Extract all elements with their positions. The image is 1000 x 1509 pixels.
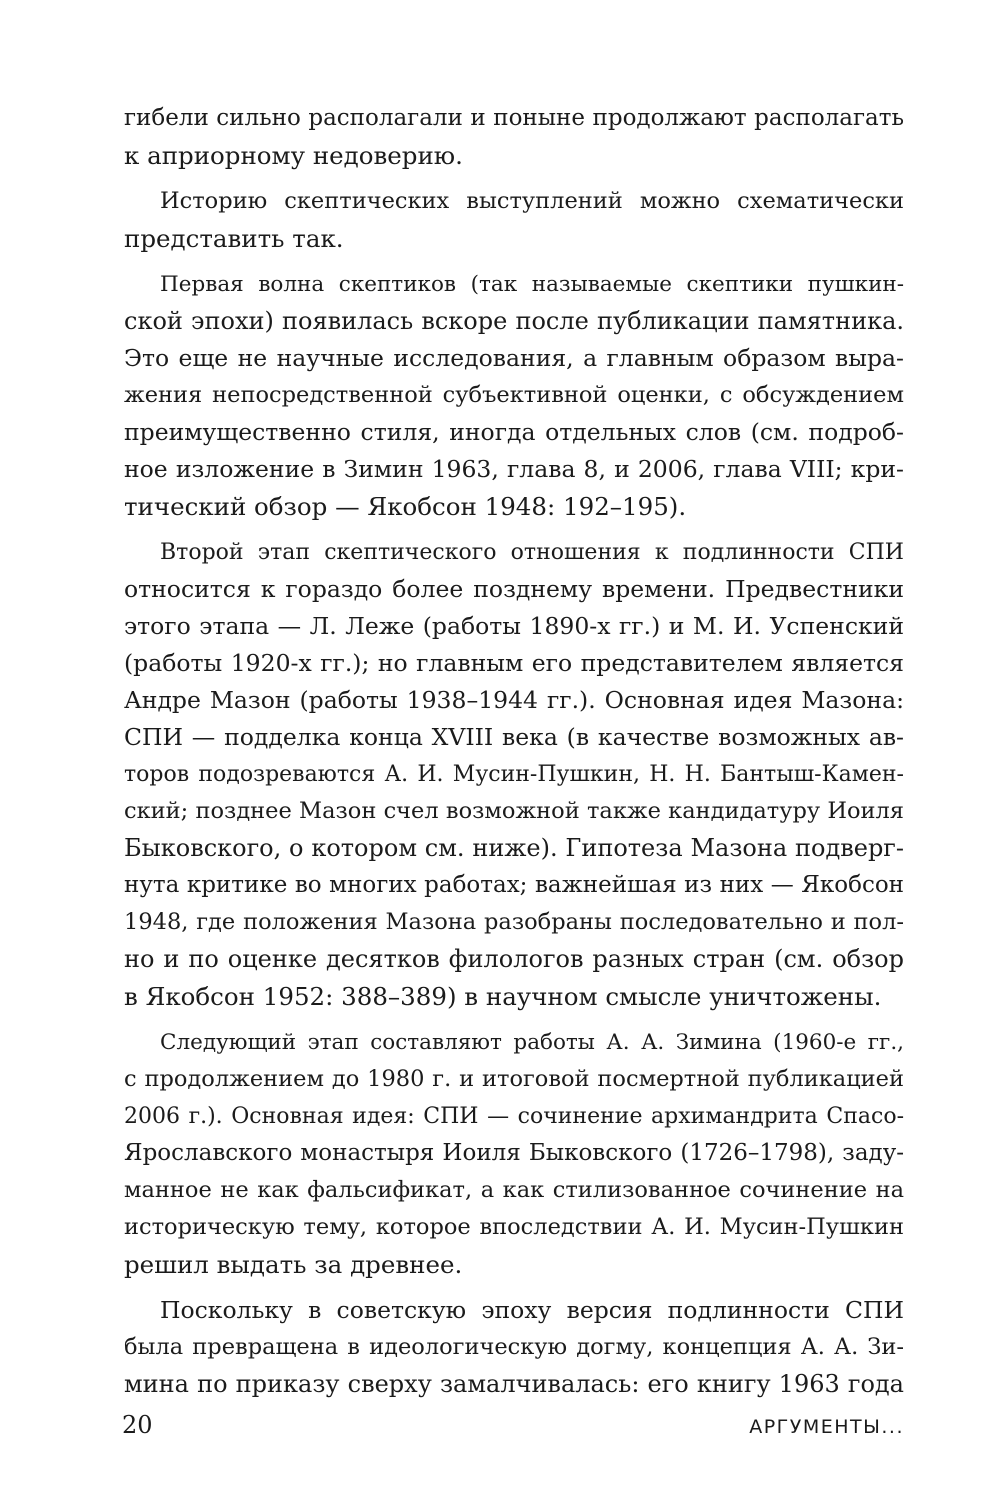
text-line: Быковского, о котором см. ниже). Гипотеза Мазона подверг-	[124, 834, 904, 862]
paragraph-4	[124, 534, 904, 1015]
text-line: была превращена в идеологическую догму, концепция А. А. Зи-	[124, 1334, 904, 1360]
text-line: Следующий этап составляют работы А. А. Зимина (1960-е гг.,	[160, 1030, 904, 1055]
text-line: мина по приказу сверху замалчивалась: его книгу 1963 года	[124, 1370, 904, 1398]
running-title: АРГУМЕНТЫ...	[749, 1416, 904, 1438]
text-line: преимущественно стиля, иногда отдельных слов (см. подроб-	[124, 418, 904, 446]
paragraph-2	[124, 183, 904, 257]
text-line: Андре Мазон (работы 1938–1944 гг.). Основная идея Мазона:	[124, 686, 904, 714]
text-line: манное не как фальсификат, а как стилизованное сочинение на	[124, 1177, 904, 1203]
text-line: но и по оценке десятков филологов разных стран (см. обзор	[124, 945, 904, 973]
text-line: СПИ — подделка конца XVIII века (в качестве возможных ав-	[124, 723, 904, 751]
text-line: торов подозреваются А. И. Мусин-Пушкин, Н. Н. Бантыш-Камен-	[124, 762, 904, 787]
text-line: к априорному недоверию.	[124, 141, 463, 170]
body-text	[124, 100, 904, 1403]
text-line: этого этапа — Л. Леже (работы 1890-х гг.) и М. И. Успенский	[124, 612, 904, 640]
paragraph-1	[124, 100, 904, 174]
paragraph-3	[124, 266, 904, 525]
text-line: (работы 1920-х гг.); но главным его представителем является	[124, 649, 904, 677]
text-line: 2006 г.). Основная идея: СПИ — сочинение архимандрита Спасо-	[124, 1104, 904, 1129]
text-line: Поскольку в советскую эпоху версия подлинности СПИ	[160, 1296, 904, 1324]
text-line: 1948, где положения Мазона разобраны последовательно и пол-	[124, 909, 904, 935]
text-line: Второй этап скептического отношения к подлинности СПИ	[160, 540, 904, 565]
text-line: с продолжением до 1980 г. и итоговой посмертной публикацией	[124, 1066, 904, 1092]
text-line: тический обзор — Якобсон 1948: 192–195).	[124, 492, 687, 521]
text-line: нута критике во многих работах; важнейшая из них — Якобсон	[124, 872, 904, 898]
text-line: ский; позднее Мазон счел возможной также кандидатуру Иоиля	[124, 798, 904, 824]
text-line: историческую тему, которое впоследствии А. И. Мусин-Пушкин	[124, 1214, 904, 1240]
text-line: представить так.	[124, 224, 344, 253]
paragraph-5	[124, 1024, 904, 1283]
text-line: Первая волна скептиков (так называемые скептики пушкин-	[160, 272, 904, 297]
text-line: Ярославского монастыря Иоиля Быковского (1726–1798), заду-	[124, 1140, 904, 1166]
page-number: 20	[122, 1411, 153, 1439]
text-line: гибели сильно располагали и поныне продолжают располагать	[124, 105, 904, 131]
text-line: ской эпохи) появилась вскоре после публикации памятника.	[124, 307, 904, 335]
text-line: ное изложение в Зимин 1963, глава 8, и 2006, глава VIII; кри-	[124, 455, 904, 483]
text-line: в Якобсон 1952: 388–389) в научном смысле уничтожены.	[124, 982, 882, 1011]
text-line: Это еще не научные исследования, а главным образом выра-	[124, 344, 904, 372]
paragraph-6	[124, 1292, 904, 1403]
text-line: Историю скептических выступлений можно схематически	[160, 188, 904, 214]
text-line: решил выдать за древнее.	[124, 1250, 463, 1279]
text-line: жения непосредственной субъективной оценки, с обсуждением	[124, 382, 904, 408]
text-line: относится к гораздо более позднему времени. Предвестники	[124, 575, 904, 603]
